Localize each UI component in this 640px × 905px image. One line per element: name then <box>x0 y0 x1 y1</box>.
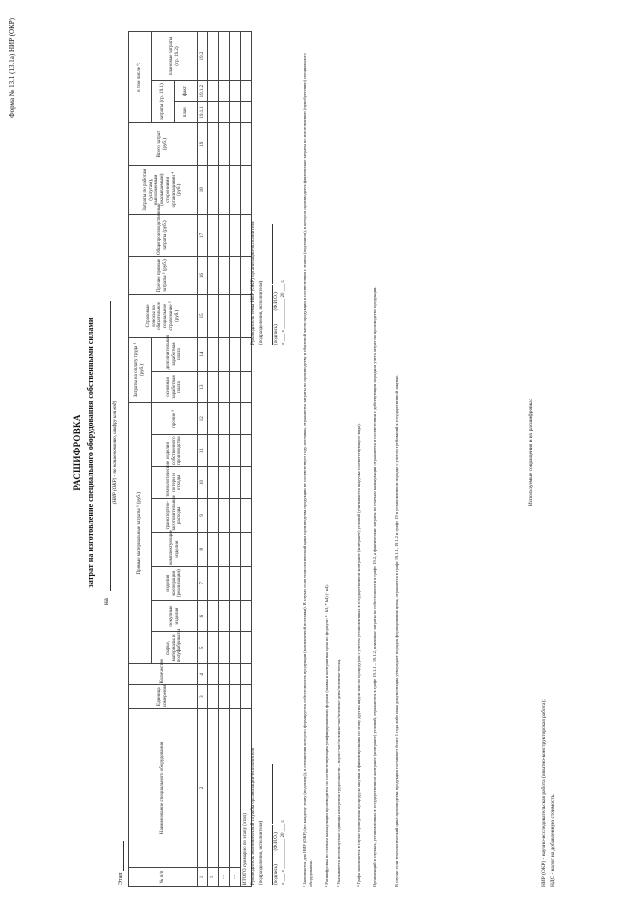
column-number: 4 <box>198 664 208 685</box>
column-number: 12 <box>198 403 208 435</box>
footnote-6: В случае если технологический цикл производства продукции составляет более 1 года либо иная документация утверждает порядок формирования цены, отражается в графе 19.1.1, 19.1.2 и графе 19 в установленном порядке с учетом требований к государственной закупке. <box>394 374 399 887</box>
th-name: Наименование специального оборудования <box>129 708 198 867</box>
th-basic-pay: основная заработная плата <box>152 371 198 403</box>
column-number: 14 <box>198 337 208 371</box>
row-num: ... <box>230 867 241 886</box>
column-number: 19.1.1 <box>198 102 208 123</box>
sign-block-right: Руководитель темы НИР (ОКР) организации-исполнителя (подразделения, исполнителя) (подпись) (Ф.И.О.) « ___ » ____________ 20 ___ г. <box>251 221 286 345</box>
th-other-direct: Прочие прямые затраты ⁵ (руб.) <box>129 257 198 295</box>
th-insurance: Страховые взносы на обязательное социальное страхование ⁵ (руб.) <box>129 295 198 337</box>
sign-block-left: Руководитель экономической службы организации-исполнителя (подразделения, исполнителя) (подпись) (Ф.И.О.) « ___ » ____________ 20 ___ г. <box>251 748 286 885</box>
cost-table <box>128 31 252 887</box>
footnote-3: ³ Указываются используемые единицы измерения трудоемкости – нормо-час/человеко-час/человеко-день/человеко-месяц. <box>336 659 341 887</box>
total-label: ИТОГО суммарно по этапу (этап) <box>241 708 252 886</box>
column-number: 2 <box>198 708 208 867</box>
th-total: Всего затрат (руб.) <box>129 123 198 165</box>
form-number: Форма № 13.1 (13.1а) НИР (ОКР) <box>8 18 16 118</box>
th-planned: плановые затраты (гр. 19.2) <box>152 32 198 81</box>
row-num: ... <box>219 867 230 886</box>
column-numbers-row <box>198 32 208 887</box>
th-components: комплектующие изделия <box>152 532 198 566</box>
th-other-mat: прочие ⁵ <box>152 403 198 435</box>
column-number: 16 <box>198 257 208 295</box>
abbr-item: НДС - налог на добавленную стоимость. <box>549 793 556 887</box>
column-number: 7 <box>198 566 208 600</box>
column-number: 17 <box>198 214 208 256</box>
column-number: 3 <box>198 685 208 708</box>
abbr-title: Используемые сокращения и их расшифровка: <box>528 398 534 507</box>
th-coop: изделия кооперации (реализации) <box>152 566 198 600</box>
row-num: 1 <box>208 867 219 886</box>
column-number: 10 <box>198 467 208 499</box>
column-number: 11 <box>198 435 208 467</box>
footnote-4: ⁴ Графа заполняется в случае проведения процедуры закупки и финансирования по этапу другим видом или по процедурам с учетом установленных в государственном контракте (контракте) условий (учитывается выручка соответствующего вида). <box>356 423 361 887</box>
column-number: 9 <box>198 498 208 532</box>
abbr-list <box>540 699 557 887</box>
form-subtitle: затрат на изготовление специального оборудования собственными силами <box>86 317 95 588</box>
column-number: 5 <box>198 632 208 664</box>
na-line <box>110 301 111 591</box>
th-plan: план <box>175 102 198 123</box>
th-tech-loss: технологические потери и отходы <box>152 467 198 499</box>
footnote-2: ² Расшифровка по статьям калькуляции производится по соответствующим унифицированным формам (заявка и контрактная цена по формуле: ² · k3, * k4) (· к4). <box>324 584 329 887</box>
column-number: 18 <box>198 165 208 214</box>
column-number: 6 <box>198 600 208 632</box>
th-subcontract: Затраты по работам (услугам), выполняемым (оказываемым) сторонними организациями ⁴ (руб.) <box>129 165 198 214</box>
etap-label: Этап <box>118 841 124 885</box>
column-number: 1 <box>198 867 208 886</box>
th-own-prod: изделия собственного производства <box>152 435 198 467</box>
abbr-item: НИР (ОКР) - научно-исследовательская работа (опытно-конструкторская работа); <box>541 699 547 887</box>
table-row <box>219 32 230 887</box>
na-label: на <box>102 598 110 605</box>
th-labor: Затраты на оплату труда ⁵ (руб.) <box>129 337 152 403</box>
th-fact: факт <box>175 80 198 101</box>
form-title: РАСШИФРОВКА <box>72 414 82 491</box>
column-number: 13 <box>198 371 208 403</box>
footnote-5: Организаций в случаях, установленных в государственном контракте (контракте) условий, отражаются в графе 19.1.1 – 19.1.2, плановые затраты по себестоимости в графе 19.2, а фактические затраты по статьям калькуляции отражаются в соответствии с действующим порядком учета затрат на производство продукции. <box>372 286 377 887</box>
th-qty: Количество <box>129 664 198 685</box>
column-number: 15 <box>198 295 208 337</box>
footnote-1: ¹ Заполняется для НИР (ОКР) (по каждому этапу (подэтапу)), в отношении которого формируется себестоимость продукции (комплектной поставки). В случае если технологический цикл производства продукции не соответствует году поставки, отражаются затраты по производству и сбытовой части продукции в соответствии с этапом (подэтапом), в котором производятся фактические затраты по изготовлению (приобретению) специального оборудования. <box>302 53 313 887</box>
th-extra-pay: дополнительная заработная плата <box>152 337 198 371</box>
th-num: № п/п <box>129 867 198 886</box>
th-transport: транспортно-заготовительные расходы <box>152 498 198 532</box>
column-number: 19.1.2 <box>198 80 208 101</box>
th-overhead: Общепроизводственные затраты (руб.) <box>129 214 198 256</box>
th-expenses: затраты (гр. 19.1) <box>152 80 175 122</box>
th-raw: сырье, материалы и полуфабрикаты <box>152 632 198 664</box>
column-number: 19 <box>198 123 208 165</box>
th-direct: Прямые материальные затраты ⁵ (руб.) <box>129 403 152 664</box>
th-purchased: покупные изделия <box>152 600 198 632</box>
column-number: 19.2 <box>198 32 208 81</box>
th-incl: в том числе ⁶: <box>129 32 152 123</box>
table-row <box>208 32 219 887</box>
column-number: 8 <box>198 532 208 566</box>
table-row <box>230 32 241 887</box>
th-unit: Единица измерения <box>129 685 198 708</box>
na-hint: (НИР (ОКР) - по наименованию, шифру или код) <box>113 400 118 505</box>
